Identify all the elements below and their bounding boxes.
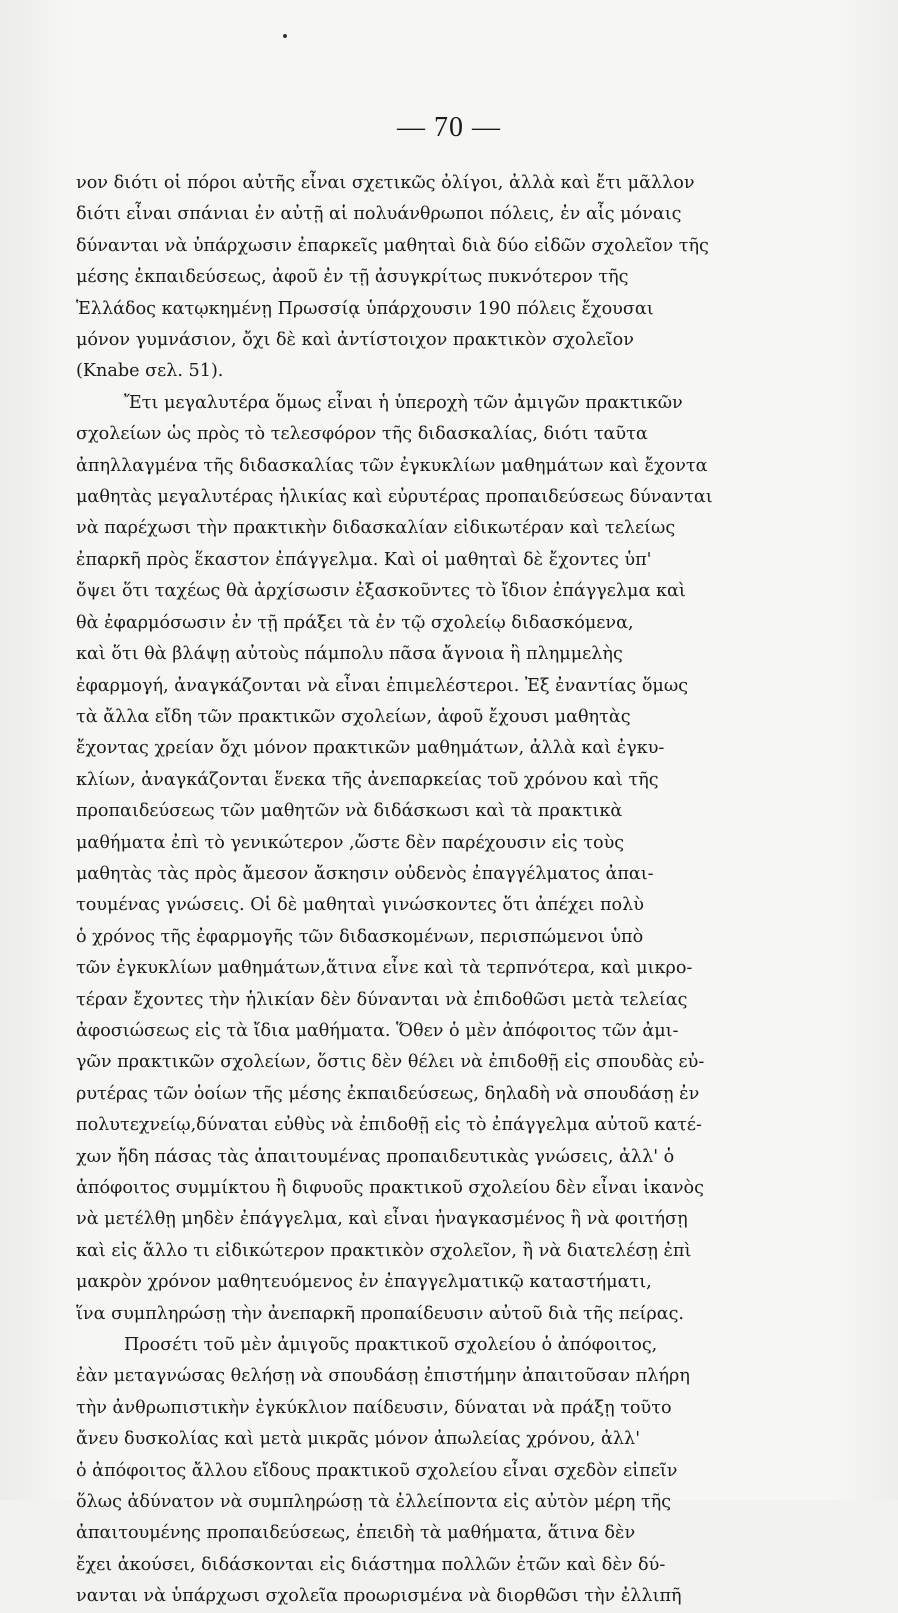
text-line: ἔχει ἀκούσει, διδάσκονται εἰς διάστημα πολλῶν ἐτῶν καὶ δὲν δύ- [76, 1554, 666, 1575]
text-line: Ἔτι μεγαλυτέρα ὅμως εἶναι ἡ ὑπεροχὴ τῶν ἀμιγῶν πρακτικῶν [124, 392, 683, 413]
text-line: ὁ χρόνος τῆς ἐφαρμογῆς τῶν διδασκομένων, περισπώμενοι ὑπὸ [76, 926, 644, 947]
text-line: μαθητὰς μεγαλυτέρας ἡλικίας καὶ εὐρυτέρας προπαιδεύσεως δύνανται [76, 487, 713, 508]
text-line: ἀφοσιώσεως εἰς τὰ ἴδια μαθήματα. Ὅθεν ὁ μὲν ἀπόφοιτος τῶν ἀμι- [76, 1020, 679, 1041]
text-line: καὶ εἰς ἄλλο τι εἰδικώτερον πρακτικὸν σχολεῖον, ἢ νὰ διατελέσῃ ἐπὶ [76, 1240, 692, 1261]
text-line: τέραν ἔχοντες τὴν ἡλικίαν δὲν δύνανται νὰ ἐπιδοθῶσι μετὰ τελείας [76, 989, 688, 1010]
text-line: καὶ ὅτι θὰ βλάψῃ αὐτοὺς πάμπολυ πᾶσα ἄγνοια ἢ πλημμελὴς [76, 644, 623, 665]
page-number: — 70 — [397, 112, 501, 143]
text-line: ἀπόφοιτος συμμίκτου ἢ διφυοῦς πρακτικοῦ σχολείου δὲν εἶναι ἱκανὸς [76, 1178, 704, 1198]
text-line: ὁ ἀπόφοιτος ἄλλου εἴδους πρακτικοῦ σχολείου εἶναι σχεδὸν εἰπεῖν [76, 1460, 678, 1481]
text-line: θὰ ἐφαρμόσωσιν ἐν τῇ πράξει τὰ ἐν τῷ σχολείῳ διδασκόμενα, [76, 612, 634, 633]
text-line: ἄνευ δυσκολίας καὶ μετὰ μικρᾶς μόνον ἀπωλείας χρόνου, ἀλλ' [76, 1429, 641, 1450]
text-line: δύνανται νὰ ὑπάρχωσιν ἐπαρκεῖς μαθηταὶ διὰ δύο εἰδῶν σχολεῖον τῆς [76, 235, 709, 256]
text-line: ἔχοντας χρείαν ὄχι μόνον πρακτικῶν μαθημάτων, ἀλλὰ καὶ ἐγκυ- [76, 738, 665, 759]
text-line: (Knabe σελ. 51). [76, 361, 224, 382]
text-line: ἀπαιτουμένης προπαιδεύσεως, ἐπειδὴ τὰ μαθήματα, ἅτινα δὲν [76, 1523, 636, 1544]
text-line: κλίων, ἀναγκάζονται ἕνεκα τῆς ἀνεπαρκείας τοῦ χρόνου καὶ τῆς [76, 769, 659, 790]
text-line: μέσης ἐκπαιδεύσεως, ἀφοῦ ἐν τῇ ἀσυγκρίτως πυκνότερον τῆς [76, 267, 629, 288]
text-line: ὅλως ἀδύνατον νὰ συμπληρώσῃ τὰ ἐλλείποντα εἰς αὐτὸν μέρη τῆς [76, 1492, 672, 1513]
text-line: γῶν πρακτικῶν σχολείων, ὅστις δὲν θέλει νὰ ἐπιδοθῇ εἰς σπουδὰς εὐ- [76, 1052, 705, 1073]
text-line: Ἑλλάδος κατῳκημένῃ Πρωσσίᾳ ὑπάρχουσιν 190 πόλεις ἔχουσαι [76, 298, 654, 319]
text-line: ἐφαρμογή, ἀναγκάζονται νὰ εἶναι ἐπιμελέστεροι. Ἐξ ἐναντίας ὅμως [76, 675, 689, 696]
text-line: σχολείων ὡς πρὸς τὸ τελεσφόρον τῆς διδασκαλίας, διότι ταῦτα [76, 424, 648, 445]
text-line: ἀπηλλαγμένα τῆς διδασκαλίας τῶν ἐγκυκλίων μαθημάτων καὶ ἔχοντα [76, 455, 708, 476]
text-line: ρυτέρας τῶν ὁοίων τῆς μέσης ἐκπαιδεύσεως, δηλαδὴ νὰ σπουδάσῃ ἐν [76, 1083, 700, 1104]
text-line: μακρὸν χρόνον μαθητευόμενος ἐν ἐπαγγελματικῷ καταστήματι, [76, 1272, 652, 1293]
text-line: νὰ μετέλθῃ μηδὲν ἐπάγγελμα, καὶ εἶναι ἠναγκασμένος ἢ νὰ φοιτήσῃ [76, 1209, 688, 1230]
text-line: τουμένας γνώσεις. Οἱ δὲ μαθηταὶ γινώσκοντες ὅτι ἀπέχει πολὺ [76, 895, 644, 916]
text-line: νὰ παρέχωσι τὴν πρακτικὴν διδασκαλίαν εἰδικωτέραν καὶ τελείως [76, 518, 676, 539]
text-line: νον διότι οἱ πόροι αὐτῆς εἶναι σχετικῶς ὀλίγοι, ἀλλὰ καὶ ἔτι μᾶλλον [76, 173, 695, 193]
ink-speck [283, 34, 287, 38]
text-line: νανται νὰ ὑπάρχωσι σχολεῖα προωρισμένα νὰ διορθῶσι τὴν ἐλλιπῆ [76, 1586, 682, 1607]
body-text [76, 168, 824, 1613]
text-line: μαθητὰς τὰς πρὸς ἄμεσον ἄσκησιν οὐδενὸς ἐπαγγέλματος ἀπαι- [76, 863, 654, 884]
text-line: χων ἤδη πάσας τὰς ἀπαιτουμένας προπαιδευτικὰς γνώσεις, ἀλλ' ὁ [76, 1146, 675, 1167]
text-line: ἵνα συμπληρώσῃ τὴν ἀνεπαρκῆ προπαίδευσιν αὐτοῦ διὰ τῆς πείρας. [76, 1303, 685, 1324]
text-line: πολυτεχνείῳ,δύναται εὐθὺς νὰ ἐπιδοθῇ εἰς τὸ ἐπάγγελμα αὐτοῦ κατέ- [76, 1115, 702, 1136]
text-line: ἐὰν μεταγνώσας θελήσῃ νὰ σπουδάσῃ ἐπιστήμην ἀπαιτοῦσαν πλήρη [76, 1366, 690, 1387]
text-line: διότι εἶναι σπάνιαι ἐν αὐτῇ αἱ πολυάνθρωποι πόλεις, ἐν αἷς μόναις [76, 204, 682, 225]
text-line: τῶν ἐγκυκλίων μαθημάτων,ἅτινα εἶνε καὶ τὰ τερπνότερα, καὶ μικρο- [76, 958, 693, 979]
text-line: μαθήματα ἐπὶ τὸ γενικώτερον ,ὥστε δὲν παρέχουσιν εἰς τοὺς [76, 832, 625, 853]
text-line: προπαιδεύσεως τῶν μαθητῶν νὰ διδάσκωσι καὶ τὰ πρακτικὰ [76, 801, 623, 822]
text-line: ἐπαρκῆ πρὸς ἕκαστον ἐπάγγελμα. Καὶ οἱ μαθηταὶ δὲ ἔχοντες ὑπ' [76, 549, 652, 570]
text-line: τὰ ἄλλα εἴδη τῶν πρακτικῶν σχολείων, ἀφοῦ ἔχουσι μαθητὰς [76, 706, 631, 727]
text-line: μόνον γυμνάσιον, ὄχι δὲ καὶ ἀντίστοιχον πρακτικὸν σχολεῖον [76, 330, 634, 351]
text-line: Προσέτι τοῦ μὲν ἀμιγοῦς πρακτικοῦ σχολείου ὁ ἀπόφοιτος, [124, 1335, 658, 1356]
text-line: τὴν ἀνθρωπιστικὴν ἐγκύκλιον παίδευσιν, δύναται νὰ πράξῃ τοῦτο [76, 1397, 672, 1418]
text-line: ὄψει ὅτι ταχέως θὰ ἀρχίσωσιν ἐξασκοῦντες τὸ ἴδιον ἐπάγγελμα καὶ [76, 581, 686, 602]
